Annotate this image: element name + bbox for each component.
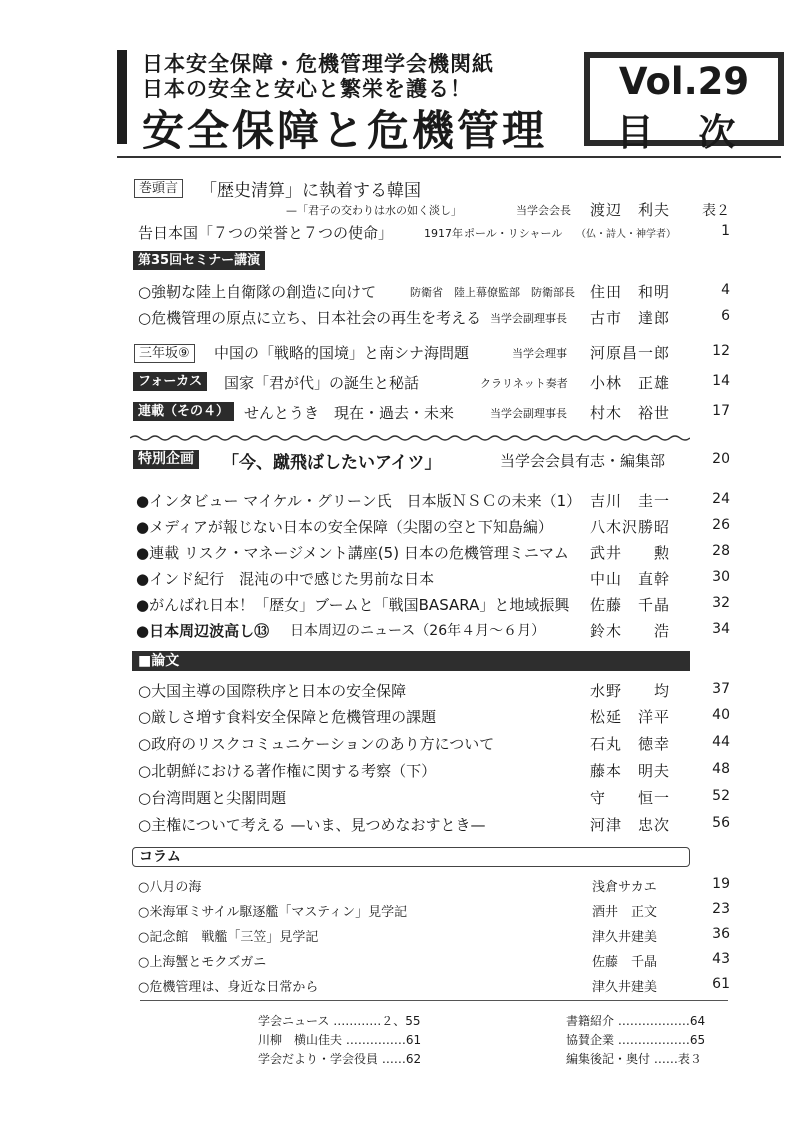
- author-name: 吉川 圭一: [590, 492, 671, 510]
- page-number: 19: [712, 876, 730, 892]
- page-number: 24: [712, 491, 730, 507]
- list-item[interactable]: [0, 516, 800, 542]
- item-title: ○強靭な陸上自衛隊の創造に向けて: [138, 283, 377, 301]
- author-name: 小林 正雄: [590, 374, 671, 392]
- item-subtitle: —「君子の交わりは水の如く淡し」: [286, 204, 462, 217]
- page-number: 23: [712, 901, 730, 917]
- author-role: クラリネット奏者: [480, 377, 568, 390]
- list-item[interactable]: [0, 372, 800, 398]
- list-item[interactable]: [0, 876, 800, 902]
- list-item[interactable]: [0, 814, 800, 840]
- page-number: 表２: [702, 203, 730, 219]
- page-number: 20: [712, 451, 730, 467]
- wavy-divider: [130, 434, 690, 442]
- author-name: 津久井建美: [592, 980, 658, 995]
- page-number: 48: [712, 761, 730, 777]
- item-title: ○記念館 戦艦「三笠」見学記: [138, 930, 319, 945]
- section-tag: 特別企画: [133, 450, 199, 469]
- list-item[interactable]: [0, 281, 800, 307]
- list-item[interactable]: [0, 448, 800, 476]
- list-item[interactable]: [0, 542, 800, 568]
- list-item[interactable]: [0, 342, 800, 368]
- item-title: ○厳しさ増す食料安全保障と危機管理の課題: [138, 708, 437, 726]
- volume-box: [584, 52, 784, 154]
- item-title: ○八月の海: [138, 880, 202, 895]
- list-item[interactable]: [0, 901, 800, 927]
- page-number: 34: [712, 621, 730, 637]
- author-name: 中山 直幹: [590, 570, 671, 588]
- author-name: 酒井 正文: [592, 905, 658, 920]
- page-number: 1: [721, 223, 730, 239]
- item-title: せんとうき 現在・過去・未来: [244, 404, 455, 422]
- author-name: 松延 洋平: [590, 708, 671, 726]
- page-number: 37: [712, 681, 730, 697]
- section-header-ronbun: ■論文: [132, 651, 690, 671]
- list-item[interactable]: [0, 706, 800, 732]
- item-title: ○米海軍ミサイル駆逐艦「マスティン」見学記: [138, 905, 408, 920]
- author-name: 河津 忠次: [590, 816, 671, 834]
- author-name: ポール・リシャール: [464, 227, 563, 240]
- author-name: 浅倉サカエ: [592, 880, 657, 895]
- section-tag: 三年坂⑨: [134, 344, 195, 363]
- page-title: 安全保障と危機管理: [142, 106, 548, 155]
- list-item[interactable]: [0, 787, 800, 813]
- author-role: 当学会会長: [516, 204, 571, 217]
- list-item[interactable]: [0, 594, 800, 620]
- item-title: ●日本周辺波高し⑬: [136, 622, 270, 640]
- footer-divider: [140, 1000, 728, 1001]
- author-name: 八木沢勝昭: [590, 518, 671, 536]
- item-title: ○北朝鮮における著作権に関する考察（下）: [138, 762, 437, 780]
- author-note: （仏・詩人・神学者）: [576, 229, 676, 240]
- item-title: 「歴史清算」に執着する韓国: [200, 181, 421, 201]
- item-title: ●がんばれ日本！「歴女」ブームと「戦国BASARA」と地域振興: [136, 596, 570, 614]
- list-item[interactable]: [0, 733, 800, 759]
- section-tag: フォーカス: [133, 372, 207, 391]
- list-item[interactable]: [0, 951, 800, 977]
- page-number: 36: [712, 926, 730, 942]
- list-item[interactable]: [0, 568, 800, 594]
- list-item[interactable]: [0, 926, 800, 952]
- item-title: ○主権について考える —いま、見つめなおすとき—: [138, 816, 486, 834]
- item-subtitle: 日本周辺のニュース（26年４月～６月）: [290, 623, 546, 639]
- item-title: 「今、蹴飛ばしたいアイツ」: [222, 453, 442, 473]
- section-header: [0, 251, 800, 277]
- item-title: 国家「君が代」の誕生と秘話: [224, 374, 420, 392]
- list-item[interactable]: [0, 307, 800, 333]
- page-number: 12: [712, 343, 730, 359]
- page-number: 44: [712, 734, 730, 750]
- page-number: 43: [712, 951, 730, 967]
- item-title: ○大国主導の国際秩序と日本の安全保障: [138, 682, 407, 700]
- section-tag: 連載（その４）: [133, 402, 234, 421]
- item-title: ○政府のリスクコミュニケーションのあり方について: [138, 735, 495, 753]
- author-name: 石丸 徳幸: [590, 735, 671, 753]
- contents-label: 目 次: [616, 111, 752, 154]
- footer-item[interactable]: 書籍紹介 ………………64: [566, 1014, 706, 1028]
- page-number: 40: [712, 707, 730, 723]
- header-accent-bar: [117, 50, 127, 144]
- page-number: 32: [712, 595, 730, 611]
- header-slogan: 日本の安全と安心と繁栄を護る！: [142, 77, 472, 101]
- page-number: 56: [712, 815, 730, 831]
- list-item[interactable]: [0, 402, 800, 428]
- author-name: 住田 和明: [590, 283, 671, 301]
- list-item[interactable]: [0, 976, 800, 1002]
- footer-item[interactable]: 川柳 横山佳夫 ……………61: [258, 1033, 422, 1047]
- author-name: 鈴木 浩: [590, 622, 671, 640]
- author-role: 当学会副理事長: [490, 407, 567, 420]
- item-title: ○危機管理は、身近な日常から: [138, 980, 319, 995]
- section-tag: 第35回セミナー講演: [133, 251, 265, 270]
- footer-item[interactable]: 編集後記・奥付 ……表３: [566, 1052, 702, 1066]
- header-organization: 日本安全保障・危機管理学会機関紙: [142, 52, 494, 76]
- section-header-column: コラム: [132, 847, 690, 867]
- item-year: 1917年: [424, 227, 463, 240]
- page-number: 52: [712, 788, 730, 804]
- author-role: 防衛省 陸上幕僚監部 防衛部長: [410, 286, 575, 299]
- author-name: 佐藤 千晶: [590, 596, 671, 614]
- list-item[interactable]: [0, 222, 800, 248]
- footer-item[interactable]: 学会ニュース …………２、55: [258, 1014, 421, 1028]
- item-title: ●インタビュー マイケル・グリーン氏 日本版ＮＳＣの未来（1）: [136, 492, 582, 510]
- list-item[interactable]: [0, 490, 800, 516]
- author-name: 古市 達郎: [590, 309, 671, 327]
- item-title: ○上海蟹とモクズガニ: [138, 955, 267, 970]
- author-name: 津久井建美: [592, 930, 658, 945]
- page-number: 26: [712, 517, 730, 533]
- list-item[interactable]: [0, 680, 800, 706]
- item-title: ●メディアが報じない日本の安全保障（尖閣の空と下知島編）: [136, 518, 553, 536]
- list-item[interactable]: [0, 760, 800, 786]
- item-title: ○危機管理の原点に立ち、日本社会の再生を考える: [138, 309, 482, 327]
- item-title: ●連載 リスク・マネージメント講座(5) 日本の危機管理ミニマム: [136, 544, 569, 562]
- page-number: 14: [712, 373, 730, 389]
- page-number: 61: [712, 976, 730, 992]
- author-name: 渡辺 利夫: [590, 201, 671, 219]
- page-number: 6: [721, 308, 730, 324]
- list-item[interactable]: [0, 620, 800, 646]
- header-divider: [117, 156, 781, 158]
- author-name: 守 恒一: [590, 789, 671, 807]
- author-name: 当学会会員有志・編集部: [500, 452, 666, 470]
- author-role: 当学会副理事長: [490, 312, 567, 325]
- section-tag: 巻頭言: [134, 179, 183, 198]
- item-title: 告日本国「７つの栄誉と７つの使命」: [138, 224, 394, 242]
- footer-item[interactable]: 学会だより・学会役員 ……62: [258, 1052, 422, 1066]
- volume-number: Vol.29: [618, 60, 750, 103]
- page-number: 17: [712, 403, 730, 419]
- author-name: 佐藤 千晶: [592, 955, 658, 970]
- author-name: 藤本 明夫: [590, 762, 671, 780]
- item-title: ●インド紀行 混沌の中で感じた男前な日本: [136, 570, 435, 588]
- page-number: 28: [712, 543, 730, 559]
- page-number: 30: [712, 569, 730, 585]
- author-role: 当学会理事: [512, 347, 567, 360]
- author-name: 村木 裕世: [590, 404, 671, 422]
- footer-item[interactable]: 協賛企業 ………………65: [566, 1033, 706, 1047]
- item-title: ○台湾問題と尖閣問題: [138, 789, 287, 807]
- author-name: 水野 均: [590, 682, 671, 700]
- item-title: 中国の「戦略的国境」と南シナ海問題: [214, 344, 470, 362]
- page-number: 4: [721, 282, 730, 298]
- author-name: 武井 勲: [590, 544, 671, 562]
- author-name: 河原昌一郎: [590, 344, 671, 362]
